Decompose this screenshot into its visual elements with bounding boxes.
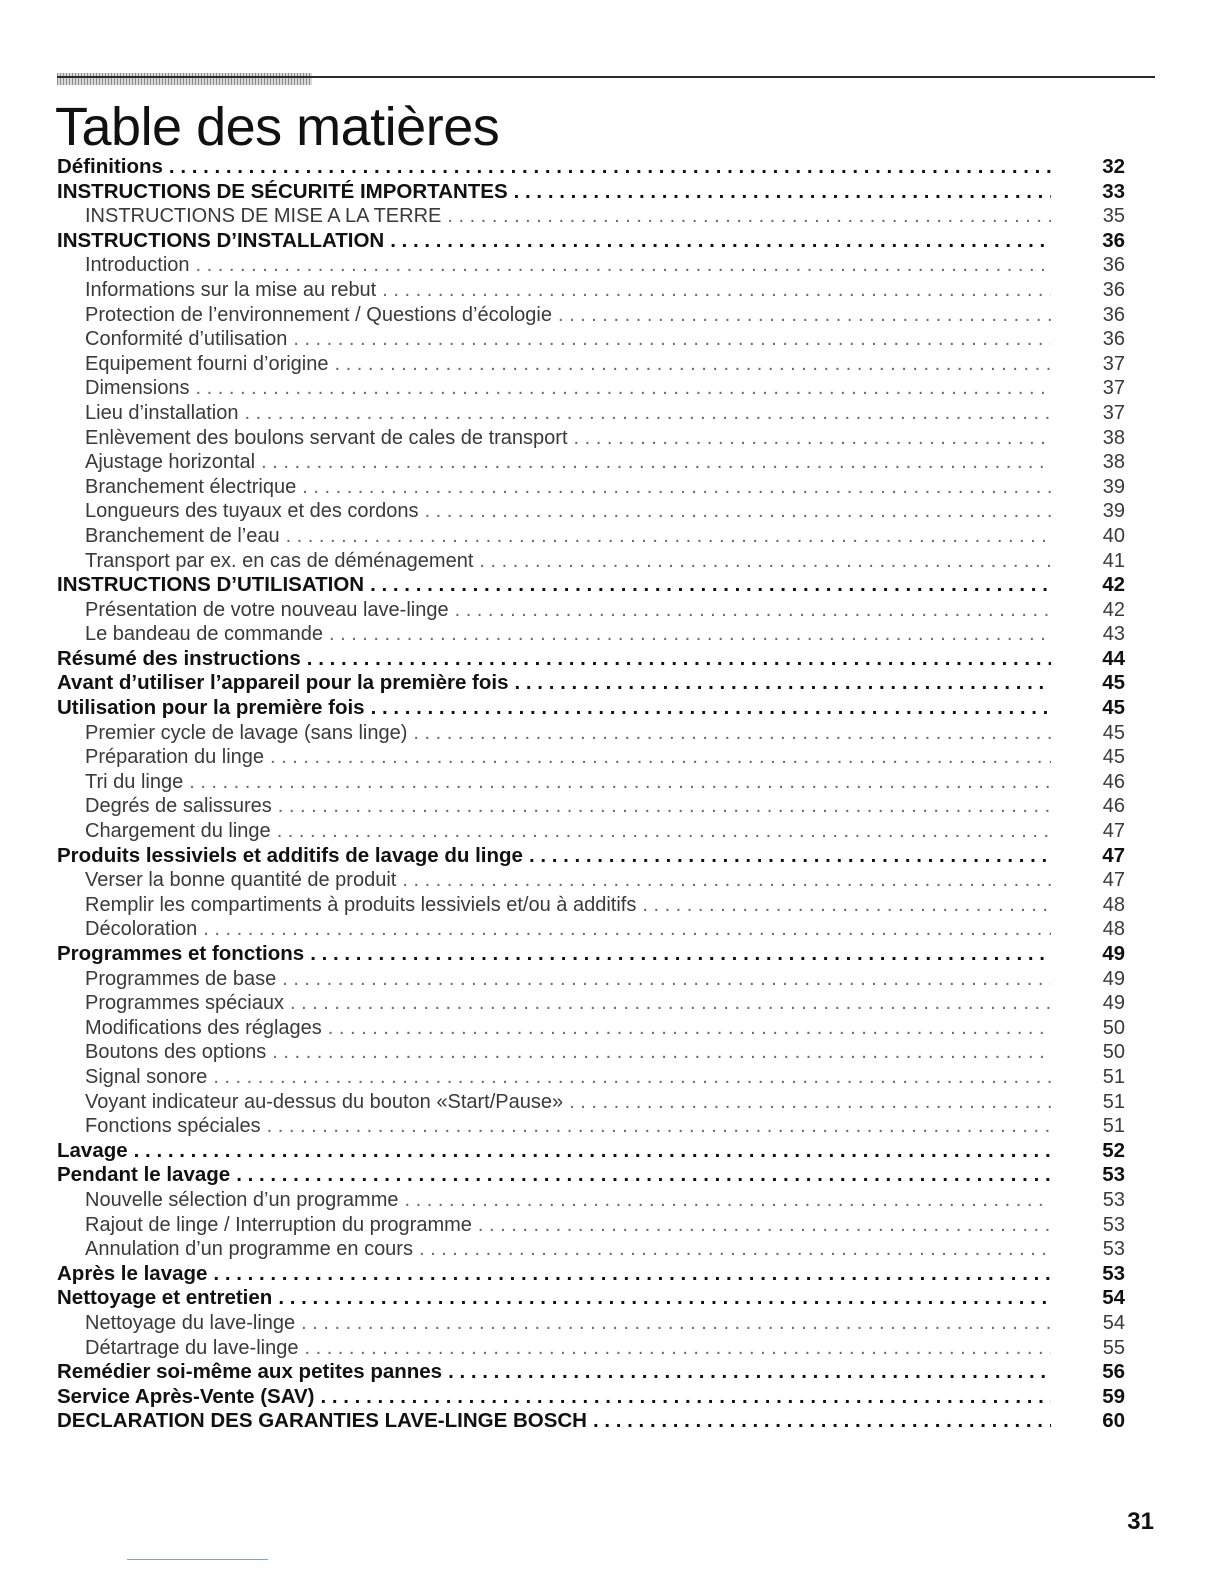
toc-subsection-row[interactable] <box>57 967 1125 992</box>
toc-leader-dots <box>419 1237 1051 1262</box>
toc-entry-label: Branchement de l’eau <box>85 524 280 547</box>
toc-leader-dots <box>236 1163 1051 1188</box>
toc-section-row[interactable] <box>57 229 1125 254</box>
toc-entry-page: 36 <box>1102 278 1125 301</box>
toc-entry-label: Lavage <box>57 1138 128 1162</box>
toc-leader-dots <box>479 549 1051 574</box>
toc-section-row[interactable] <box>57 1139 1125 1164</box>
toc-entry-label: Premier cycle de lavage (sans linge) <box>85 721 408 744</box>
toc-entry-page: 51 <box>1102 1065 1125 1088</box>
toc-entry-page: 52 <box>1102 1138 1125 1162</box>
toc-entry-label: Service Après-Vente (SAV) <box>57 1384 315 1408</box>
page-number: 31 <box>1127 1508 1154 1535</box>
toc-entry-label: Dimensions <box>85 377 190 400</box>
page-title: Table des matières <box>55 97 500 157</box>
header-rule <box>57 76 1155 78</box>
toc-entry-page: 45 <box>1102 721 1125 744</box>
toc-entry-label: INSTRUCTIONS DE SÉCURITÉ IMPORTANTES <box>57 179 508 203</box>
toc-leader-dots <box>425 499 1051 524</box>
toc-subsection-row[interactable] <box>57 1237 1125 1262</box>
toc-leader-dots <box>213 1065 1051 1090</box>
toc-entry-page: 45 <box>1102 696 1125 720</box>
toc-leader-dots <box>321 1385 1052 1410</box>
toc-entry-page: 47 <box>1102 843 1125 867</box>
toc-entry-page: 55 <box>1102 1336 1125 1359</box>
toc-entry-label: Modifications des réglages <box>85 1016 322 1039</box>
toc-entry-page: 35 <box>1102 205 1125 228</box>
toc-subsection-row[interactable] <box>57 1114 1125 1139</box>
toc-subsection-row[interactable] <box>57 819 1125 844</box>
toc-entry-label: Nouvelle sélection d’un programme <box>85 1188 399 1211</box>
toc-entry-page: 51 <box>1102 1090 1125 1113</box>
toc-subsection-row[interactable] <box>57 303 1125 328</box>
toc-entry-label: Lieu d’installation <box>85 401 239 424</box>
toc-subsection-row[interactable] <box>57 721 1125 746</box>
toc-entry-label: Programmes et fonctions <box>57 942 305 965</box>
toc-entry-label: Tri du linge <box>85 770 184 793</box>
toc-leader-dots <box>642 893 1051 918</box>
toc-leader-dots <box>213 1262 1051 1287</box>
toc-section-row[interactable] <box>57 1409 1125 1434</box>
toc-entry-label: DECLARATION DES GARANTIES LAVE-LINGE BOSCH <box>57 1409 587 1433</box>
toc-subsection-row[interactable] <box>57 499 1125 524</box>
toc-entry-page: 47 <box>1102 869 1125 892</box>
toc-subsection-row[interactable] <box>57 426 1125 451</box>
toc-entry-page: 37 <box>1102 377 1125 400</box>
toc-subsection-row[interactable] <box>57 598 1125 623</box>
toc-subsection-row[interactable] <box>57 868 1125 893</box>
toc-entry-page: 42 <box>1102 573 1125 597</box>
toc-subsection-row[interactable] <box>57 917 1125 942</box>
toc-subsection-row[interactable] <box>57 770 1125 795</box>
toc-section-row[interactable] <box>57 942 1125 967</box>
toc-leader-dots <box>169 155 1051 180</box>
toc-subsection-row[interactable] <box>57 376 1125 401</box>
toc-entry-page: 50 <box>1102 1016 1125 1039</box>
toc-subsection-row[interactable] <box>57 524 1125 549</box>
table-of-contents <box>57 155 1125 1434</box>
toc-entry-page: 36 <box>1102 228 1125 252</box>
toc-leader-dots <box>448 1360 1051 1385</box>
toc-entry-page: 40 <box>1102 524 1125 547</box>
toc-entry-label: Rajout de linge / Interruption du programme <box>85 1213 472 1236</box>
toc-subsection-row[interactable] <box>57 475 1125 500</box>
toc-leader-dots <box>307 647 1051 672</box>
toc-entry-page: 53 <box>1102 1163 1125 1187</box>
toc-leader-dots <box>267 1114 1051 1139</box>
toc-leader-dots <box>558 303 1051 328</box>
toc-section-row[interactable] <box>57 844 1125 869</box>
footer-rule <box>127 1559 268 1560</box>
toc-entry-label: Remplir les compartiments à produits lessiviels et/ou à additifs <box>85 893 637 916</box>
toc-subsection-row[interactable] <box>57 622 1125 647</box>
toc-leader-dots <box>282 967 1051 992</box>
toc-leader-dots <box>277 819 1051 844</box>
toc-entry-label: Programmes spéciaux <box>85 992 284 1015</box>
toc-leader-dots <box>515 671 1051 696</box>
toc-entry-label: Produits lessiviels et additifs de lavage du linge <box>57 843 523 867</box>
toc-leader-dots <box>293 327 1051 352</box>
toc-subsection-row[interactable] <box>57 549 1125 574</box>
toc-entry-page: 38 <box>1102 451 1125 474</box>
toc-entry-label: Résumé des instructions <box>57 646 301 670</box>
toc-entry-label: Nettoyage du lave-linge <box>85 1311 296 1334</box>
toc-leader-dots <box>302 475 1051 500</box>
toc-leader-dots <box>244 401 1051 426</box>
toc-leader-dots <box>290 991 1051 1016</box>
toc-subsection-row[interactable] <box>57 1090 1125 1115</box>
toc-leader-dots <box>203 917 1051 942</box>
toc-entry-page: 60 <box>1102 1409 1125 1433</box>
toc-leader-dots <box>134 1139 1051 1164</box>
toc-entry-label: Verser la bonne quantité de produit <box>85 869 397 892</box>
toc-entry-page: 53 <box>1102 1188 1125 1211</box>
toc-entry-page: 37 <box>1102 401 1125 424</box>
toc-leader-dots <box>278 794 1051 819</box>
toc-section-row[interactable] <box>57 671 1125 696</box>
toc-entry-page: 39 <box>1102 500 1125 523</box>
toc-section-row[interactable] <box>57 696 1125 721</box>
toc-entry-label: Signal sonore <box>85 1065 208 1088</box>
toc-entry-label: Pendant le lavage <box>57 1163 231 1187</box>
toc-entry-page: 41 <box>1102 549 1125 572</box>
toc-entry-label: Enlèvement des boulons servant de cales de transport <box>85 426 568 449</box>
toc-entry-page: 43 <box>1102 623 1125 646</box>
toc-leader-dots <box>335 352 1052 377</box>
toc-leader-dots <box>304 1336 1051 1361</box>
toc-entry-page: 44 <box>1102 646 1125 670</box>
toc-section-row[interactable] <box>57 1385 1125 1410</box>
toc-subsection-row[interactable] <box>57 204 1125 229</box>
toc-section-row[interactable] <box>57 1286 1125 1311</box>
toc-leader-dots <box>261 450 1051 475</box>
toc-leader-dots <box>195 376 1051 401</box>
toc-entry-label: Chargement du linge <box>85 820 271 843</box>
toc-entry-label: Protection de l’environnement / Questions d’écologie <box>85 303 552 326</box>
toc-entry-label: Branchement électrique <box>85 475 297 498</box>
toc-entry-page: 46 <box>1102 795 1125 818</box>
toc-entry-label: Avant d’utiliser l’appareil pour la première fois <box>57 671 509 695</box>
toc-entry-page: 45 <box>1102 746 1125 769</box>
toc-leader-dots <box>447 204 1051 229</box>
toc-entry-page: 32 <box>1102 155 1125 178</box>
toc-entry-label: Détartrage du lave-linge <box>85 1336 299 1359</box>
toc-subsection-row[interactable] <box>57 745 1125 770</box>
toc-section-row[interactable] <box>57 1163 1125 1188</box>
toc-leader-dots <box>270 745 1051 770</box>
toc-entry-label: Degrés de salissures <box>85 795 272 818</box>
toc-leader-dots <box>329 622 1051 647</box>
toc-entry-page: 48 <box>1102 918 1125 941</box>
toc-entry-label: Voyant indicateur au-dessus du bouton «Start/Pause» <box>85 1090 564 1113</box>
toc-entry-page: 46 <box>1102 770 1125 793</box>
toc-leader-dots <box>405 1188 1052 1213</box>
toc-entry-label: Après le lavage <box>57 1261 208 1285</box>
toc-entry-page: 49 <box>1102 942 1125 965</box>
toc-leader-dots <box>514 180 1051 205</box>
toc-leader-dots <box>593 1409 1051 1434</box>
toc-subsection-row[interactable] <box>57 1311 1125 1336</box>
toc-entry-page: 49 <box>1102 992 1125 1015</box>
toc-entry-page: 38 <box>1102 426 1125 449</box>
toc-subsection-row[interactable] <box>57 401 1125 426</box>
toc-leader-dots <box>529 844 1051 869</box>
toc-leader-dots <box>478 1213 1051 1238</box>
toc-entry-label: Transport par ex. en cas de déménagement <box>85 549 474 572</box>
toc-leader-dots <box>371 696 1051 721</box>
toc-section-row[interactable] <box>57 180 1125 205</box>
toc-entry-page: 45 <box>1102 671 1125 695</box>
toc-entry-label: Conformité d’utilisation <box>85 328 288 351</box>
toc-entry-label: INSTRUCTIONS DE MISE A LA TERRE <box>85 205 442 228</box>
toc-leader-dots <box>272 1040 1051 1065</box>
toc-leader-dots <box>370 573 1051 598</box>
toc-entry-page: 36 <box>1102 303 1125 326</box>
toc-subsection-row[interactable] <box>57 450 1125 475</box>
toc-entry-page: 53 <box>1102 1238 1125 1261</box>
toc-entry-label: Le bandeau de commande <box>85 623 323 646</box>
toc-entry-label: Utilisation pour la première fois <box>57 696 365 720</box>
toc-entry-page: 54 <box>1102 1311 1125 1334</box>
toc-subsection-row[interactable] <box>57 893 1125 918</box>
toc-subsection-row[interactable] <box>57 352 1125 377</box>
toc-entry-page: 37 <box>1102 352 1125 375</box>
toc-entry-page: 56 <box>1102 1360 1125 1384</box>
toc-entry-label: Nettoyage et entretien <box>57 1286 273 1310</box>
toc-leader-dots <box>574 426 1051 451</box>
toc-subsection-row[interactable] <box>57 278 1125 303</box>
toc-entry-page: 33 <box>1102 179 1125 203</box>
toc-section-row[interactable] <box>57 1262 1125 1287</box>
toc-entry-page: 36 <box>1102 328 1125 351</box>
toc-subsection-row[interactable] <box>57 1336 1125 1361</box>
toc-leader-dots <box>189 770 1051 795</box>
toc-leader-dots <box>382 278 1051 303</box>
toc-entry-label: Ajustage horizontal <box>85 451 256 474</box>
toc-entry-page: 48 <box>1102 893 1125 916</box>
toc-entry-label: Décoloration <box>85 918 198 941</box>
toc-leader-dots <box>196 253 1051 278</box>
toc-leader-dots <box>301 1311 1051 1336</box>
toc-subsection-row[interactable] <box>57 1016 1125 1041</box>
toc-entry-page: 49 <box>1102 967 1125 990</box>
toc-section-row[interactable] <box>57 1360 1125 1385</box>
toc-leader-dots <box>390 229 1051 254</box>
toc-entry-label: Présentation de votre nouveau lave-linge <box>85 598 449 621</box>
toc-subsection-row[interactable] <box>57 1213 1125 1238</box>
toc-entry-label: INSTRUCTIONS D’UTILISATION <box>57 573 365 597</box>
toc-entry-page: 54 <box>1102 1286 1125 1310</box>
toc-leader-dots <box>455 598 1051 623</box>
toc-entry-label: Longueurs des tuyaux et des cordons <box>85 500 419 523</box>
toc-entry-label: Définitions <box>57 155 163 178</box>
toc-entry-page: 59 <box>1102 1384 1125 1408</box>
toc-subsection-row[interactable] <box>57 1188 1125 1213</box>
toc-leader-dots <box>328 1016 1051 1041</box>
toc-leader-dots <box>402 868 1051 893</box>
toc-entry-label: Annulation d’un programme en cours <box>85 1238 413 1261</box>
toc-subsection-row[interactable] <box>57 327 1125 352</box>
toc-subsection-row[interactable] <box>57 794 1125 819</box>
toc-section-row[interactable] <box>57 573 1125 598</box>
toc-entry-label: Fonctions spéciales <box>85 1115 261 1138</box>
toc-entry-label: Boutons des options <box>85 1041 267 1064</box>
toc-entry-page: 42 <box>1102 598 1125 621</box>
toc-subsection-row[interactable] <box>57 991 1125 1016</box>
toc-entry-label: Informations sur la mise au rebut <box>85 278 377 301</box>
toc-entry-page: 53 <box>1102 1261 1125 1285</box>
toc-leader-dots <box>569 1090 1051 1115</box>
toc-section-row[interactable] <box>57 647 1125 672</box>
toc-subsection-row[interactable] <box>57 253 1125 278</box>
toc-entry-page: 50 <box>1102 1041 1125 1064</box>
toc-leader-dots <box>310 942 1051 967</box>
toc-entry-label: Préparation du linge <box>85 746 265 769</box>
toc-leader-dots <box>413 721 1051 746</box>
toc-entry-page: 51 <box>1102 1115 1125 1138</box>
toc-entry-label: Remédier soi-même aux petites pannes <box>57 1360 443 1384</box>
toc-entry-label: Introduction <box>85 254 190 277</box>
toc-entry-label: Equipement fourni d’origine <box>85 352 329 375</box>
toc-entry-label: Programmes de base <box>85 967 277 990</box>
toc-leader-dots <box>286 524 1051 549</box>
toc-entry-page: 39 <box>1102 475 1125 498</box>
toc-subsection-row[interactable] <box>57 1065 1125 1090</box>
header-shaded-bar <box>57 73 312 85</box>
toc-entry-page: 36 <box>1102 254 1125 277</box>
toc-entry-page: 53 <box>1102 1213 1125 1236</box>
toc-section-row[interactable] <box>57 155 1125 180</box>
toc-entry-page: 47 <box>1102 820 1125 843</box>
toc-subsection-row[interactable] <box>57 1040 1125 1065</box>
toc-entry-label: INSTRUCTIONS D’INSTALLATION <box>57 228 385 252</box>
toc-leader-dots <box>278 1286 1051 1311</box>
